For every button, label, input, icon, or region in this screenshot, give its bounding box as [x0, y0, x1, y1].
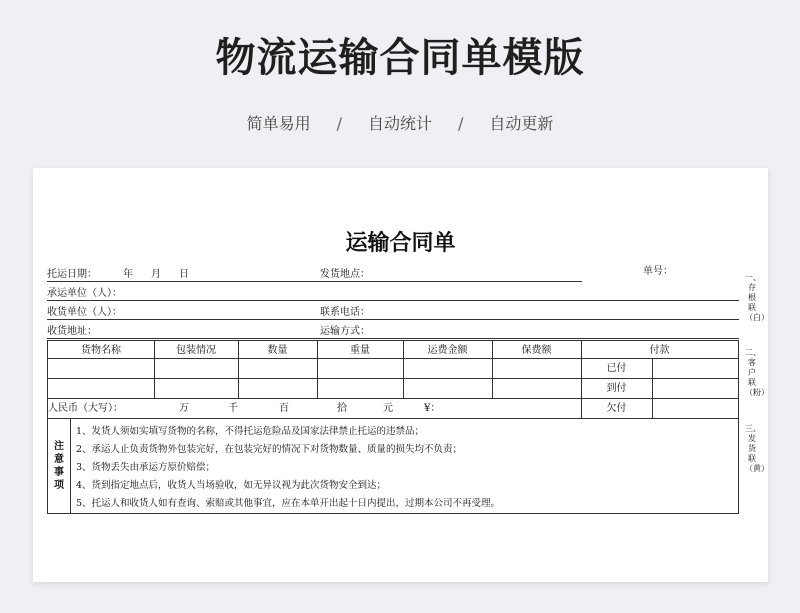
- feature-tag: 简单易用: [246, 114, 311, 133]
- col-header-quantity: 数量: [267, 345, 288, 356]
- table-rule: [652, 358, 653, 418]
- notes-label-char: 注: [54, 441, 64, 452]
- notes-label-char: 意: [54, 454, 64, 465]
- rmb-symbol: ¥：: [424, 403, 441, 414]
- rmb-unit-shi: 拾: [337, 403, 347, 414]
- col-header-freight: 运费金额: [427, 345, 468, 356]
- form-title: 运输合同单: [345, 230, 456, 256]
- table-rule: [581, 418, 738, 419]
- order-no-label: 单号：: [643, 266, 673, 277]
- col-header-payment: 付款: [649, 345, 670, 356]
- note-item: 1、发货人须如实填写货物的名称，不得托运危险品及国家法律禁止托运的违禁品；: [76, 426, 425, 437]
- phone-label: 联系电话：: [320, 307, 370, 318]
- rmb-unit-yuan: 元: [383, 403, 393, 414]
- month-label: 月: [151, 269, 161, 280]
- notes-label-char: 事: [54, 467, 64, 478]
- note-item: 3、货物丢失由承运方原价赔偿；: [76, 462, 216, 473]
- carrier-label: 承运单位（人）：: [47, 288, 122, 299]
- feature-tags: [0, 112, 800, 136]
- goods-table: [47, 340, 739, 514]
- receiver-label: 收货单位（人）：: [47, 307, 122, 318]
- copy-label-customer: 二、客户联（粉）: [745, 348, 769, 397]
- copy-label-stub: 一、存根联（白）: [745, 273, 769, 322]
- payment-paid: 已付: [606, 363, 627, 374]
- col-header-goods-name: 货物名称: [81, 345, 121, 356]
- rmb-unit-qian: 千: [228, 403, 238, 414]
- rmb-unit-bai: 百: [279, 403, 289, 414]
- ship-date-label: 托运日期：: [47, 269, 97, 280]
- col-header-insurance: 保费额: [521, 345, 552, 356]
- table-rule: [70, 418, 71, 513]
- page-headline: 物流运输合同单模版: [215, 35, 585, 81]
- payment-owed: 欠付: [606, 403, 627, 414]
- col-header-packing: 包装情况: [176, 345, 216, 356]
- table-rule: [48, 378, 738, 379]
- feature-tag: 自动统计: [367, 114, 432, 133]
- day-label: 日: [179, 269, 189, 280]
- col-header-weight: 重量: [350, 345, 370, 356]
- tag-separator: /: [458, 114, 464, 133]
- note-item: 5、托运人和收货人如有查询、索赔或其他事宜，应在本单开出起十日内提出，过期本公司不再受理。: [76, 498, 501, 509]
- rmb-label: 人民币（大写）：: [48, 403, 123, 414]
- copy-label-shipper: 三、发货联（黄）: [745, 424, 769, 473]
- contract-sheet: [33, 168, 768, 582]
- note-item: 4、货到指定地点后，收货人当场验收，如无异议视为此次货物安全到达；: [76, 480, 387, 491]
- origin-label: 发货地点：: [320, 269, 370, 280]
- table-rule: [48, 398, 738, 399]
- note-item: 2、承运人止负责货物外包装完好，在包装完好的情况下对货物数量、质量的损失均不负责；: [76, 444, 463, 455]
- receiver-line[interactable]: [47, 319, 739, 320]
- address-label: 收货地址：: [47, 326, 97, 337]
- notes-label-char: 项: [54, 480, 64, 491]
- tag-separator: /: [336, 114, 342, 133]
- year-label: 年: [123, 269, 133, 280]
- feature-tag: 自动更新: [489, 114, 554, 133]
- table-rule: [48, 358, 738, 359]
- payment-on-delivery: 到付: [606, 383, 627, 394]
- ship-date-line[interactable]: [47, 281, 582, 282]
- mode-label: 运输方式：: [320, 326, 370, 337]
- address-line[interactable]: [47, 338, 739, 339]
- carrier-line[interactable]: [47, 300, 739, 301]
- rmb-unit-wan: 万: [179, 403, 189, 414]
